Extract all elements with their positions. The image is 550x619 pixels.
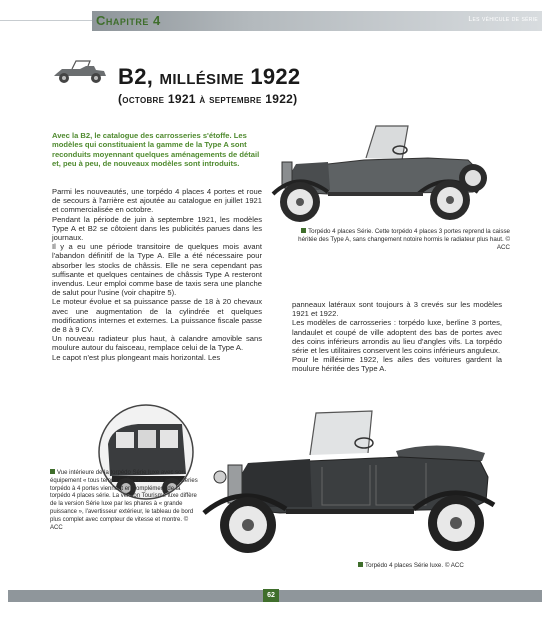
caption-square-icon xyxy=(50,469,55,474)
page-number: 62 xyxy=(263,589,279,602)
car-logo-icon xyxy=(50,58,110,86)
caption-square-icon xyxy=(358,562,363,567)
caption-bottom-text: Torpédo 4 places Série luxe. xyxy=(365,562,444,569)
caption-square-icon xyxy=(301,228,306,233)
page-subtitle: (octobre 1921 à septembre 1922) xyxy=(118,92,298,106)
body-paragraph: Pour le millésime 1922, les ailes des voitures gardent la moulure héritée des Type A. xyxy=(292,355,502,374)
running-head: Les véhicule de série xyxy=(468,16,538,23)
body-column-1 xyxy=(52,187,262,362)
body-paragraph: Parmi les nouveautés, une torpédo 4 places 4 portes et roue de secours à l'arrière est ajoutée au catalogue en juillet 1921 et commercialisée en octobre. xyxy=(52,187,262,215)
body-paragraph: Un nouveau radiateur plus haut, à calandre amovible sans moulure autour du faisceau, remplace celui de la Type A. xyxy=(52,334,262,353)
caption-credit: © ACC xyxy=(444,562,464,569)
caption-top-text: Torpédo 4 places Série. Cette torpédo 4 places 3 portes reprend la caisse héritée des Type A, sans changement notoire hormis le radiateur plus haut. xyxy=(298,228,510,243)
chapter-label: Chapitre 4 xyxy=(96,13,161,28)
caption-credit: © ACC xyxy=(50,516,189,531)
caption-top xyxy=(290,228,510,252)
body-paragraph: Il y a eu une période transitoire de quelques mois avant l'abandon définitif de la Type A. Elle a été nécessaire pour absorber les stocks de châssis. Elle ne sera cependant pas suffisante et quelques centaines de châssis Type A resteront invendus. Leur emploi comme base de taxis sera une planche de salut pour l'usine (voir chapitre 5). xyxy=(52,242,262,298)
caption-bottom xyxy=(358,562,518,569)
body-paragraph: Pendant la période de juin à septembre 1921, les modèles Type A et B2 se côtoient dans les publicités parues dans les journaux. xyxy=(52,214,262,243)
body-paragraph: panneaux latéraux sont toujours à 3 crevés sur les modèles 1921 et 1922. xyxy=(292,300,502,319)
caption-credit: © ACC xyxy=(496,236,510,251)
body-paragraph: Le capot n'est plus plongeant mais horizontal. Les xyxy=(52,352,221,362)
caption-interior xyxy=(50,469,200,532)
header-left-rule xyxy=(0,20,92,21)
page-title: B2, millésime 1922 xyxy=(118,64,301,89)
torpedo-serie-luxe-photo xyxy=(200,405,500,565)
body-paragraph: Le moteur évolue et sa puissance passe de 18 à 20 chevaux avec une augmentation de la cylindrée et quelques modifications internes et externes. La puissance fiscale passe de 8 à 9 CV. xyxy=(52,297,262,335)
intro-paragraph: Avec la B2, le catalogue des carrosseries s'étoffe. Les modèles qui constituaient la gamme de la Type A sont reconduits moyennant quelques aménagements de détail et, peu à peu, de nouveaux modèles sont introduits. xyxy=(52,131,260,168)
torpedo-serie-photo xyxy=(268,120,493,228)
body-column-2 xyxy=(292,300,502,374)
caption-interior-text: Vue intérieure de la torpédo Série luxe avec son équipement « tous temps ». Ces nouvelles carrosseries torpédo à 4 portes viennent en complément de la torpédo 4 places série. La version Tourisme luxe diffère de la version Série luxe par les phares à « grande puissance », l'avertisseur extérieur, le tableau de bord plus complet avec compteur de vitesse et montre. xyxy=(50,470,198,523)
body-paragraph: Les modèles de carrosseries : torpédo luxe, berline 3 portes, landaulet et coupé de ville adoptent des bas de portes avec des coins inférieurs arrondis au lieu d'angles vifs. La torpédo série et les utilitaires conservent les coins inférieurs anguleux. xyxy=(292,318,502,356)
